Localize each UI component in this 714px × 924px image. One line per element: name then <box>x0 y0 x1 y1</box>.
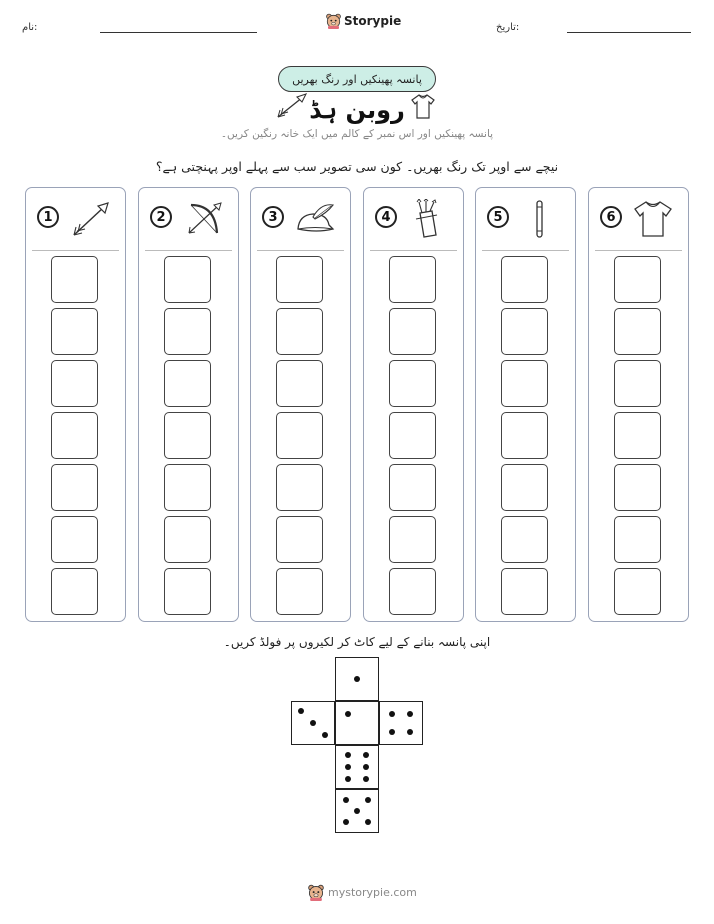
cell-2-5[interactable] <box>164 360 211 407</box>
die-pip <box>407 729 413 735</box>
cell-2-7[interactable] <box>164 256 211 303</box>
column-divider <box>257 250 344 251</box>
column-header <box>251 188 350 250</box>
date-line <box>567 32 691 33</box>
die-face-center <box>335 701 379 745</box>
cell-3-4[interactable] <box>276 412 323 459</box>
cell-3-1[interactable] <box>276 568 323 615</box>
cell-3-3[interactable] <box>276 464 323 511</box>
cell-4-5[interactable] <box>389 360 436 407</box>
brand-name: Storypie <box>344 14 402 28</box>
name-line <box>100 32 257 33</box>
footer-site[interactable]: mystorypie.com <box>328 886 417 899</box>
cell-3-5[interactable] <box>276 360 323 407</box>
column-6 <box>588 187 689 622</box>
die-pip <box>354 808 360 814</box>
die-pip <box>389 729 395 735</box>
instruction-pill <box>278 66 436 92</box>
cell-3-7[interactable] <box>276 256 323 303</box>
column-header <box>26 188 125 250</box>
die-face-left <box>291 701 335 745</box>
cell-1-3[interactable] <box>51 464 98 511</box>
die-pip <box>345 752 351 758</box>
cell-5-5[interactable] <box>501 360 548 407</box>
cell-3-2[interactable] <box>276 516 323 563</box>
cell-1-7[interactable] <box>51 256 98 303</box>
cell-6-5[interactable] <box>614 360 661 407</box>
die-pip <box>365 819 371 825</box>
column-divider <box>145 250 232 251</box>
cell-2-1[interactable] <box>164 568 211 615</box>
date-label: تاریخ: <box>496 22 520 33</box>
die-pip <box>407 711 413 717</box>
footer-brand <box>308 884 417 901</box>
question-text: نیچے سے اوپر تک رنگ بھریں۔ کون سی تصویر سب سے پہلے اوپر پہنچتی ہے؟ <box>155 159 559 174</box>
die-face-lower <box>335 745 379 789</box>
bear-mascot-icon <box>326 13 341 29</box>
cell-5-7[interactable] <box>501 256 548 303</box>
cell-4-6[interactable] <box>389 308 436 355</box>
die-pip <box>363 764 369 770</box>
pill-text: پانسہ پھینکیں اور رنگ بھریں <box>292 72 422 86</box>
column-header <box>139 188 238 250</box>
die-pip <box>389 711 395 717</box>
column-number: 1 <box>37 206 59 228</box>
cell-2-3[interactable] <box>164 464 211 511</box>
arrow-icon <box>68 199 112 239</box>
die-pip <box>345 711 351 717</box>
cell-5-1[interactable] <box>501 568 548 615</box>
cell-6-1[interactable] <box>614 568 661 615</box>
die-pip <box>345 764 351 770</box>
cell-1-2[interactable] <box>51 516 98 563</box>
column-number: 4 <box>375 206 397 228</box>
feathered-hat-icon <box>293 199 337 239</box>
cell-6-6[interactable] <box>614 308 661 355</box>
die-pip <box>354 676 360 682</box>
column-divider <box>32 250 119 251</box>
cell-2-6[interactable] <box>164 308 211 355</box>
cell-1-5[interactable] <box>51 360 98 407</box>
column-4 <box>363 187 464 622</box>
subtitle: پانسہ پھینکیں اور اس نمبر کے کالم میں ایک خانہ رنگین کریں۔ <box>220 128 494 140</box>
die-pip <box>363 752 369 758</box>
cell-4-3[interactable] <box>389 464 436 511</box>
cell-5-6[interactable] <box>501 308 548 355</box>
cell-6-2[interactable] <box>614 516 661 563</box>
column-number: 5 <box>487 206 509 228</box>
die-pip <box>365 797 371 803</box>
cell-4-4[interactable] <box>389 412 436 459</box>
column-number: 2 <box>150 206 172 228</box>
cell-4-2[interactable] <box>389 516 436 563</box>
cell-1-6[interactable] <box>51 308 98 355</box>
die-face-top <box>335 657 379 701</box>
cell-6-7[interactable] <box>614 256 661 303</box>
cell-6-4[interactable] <box>614 412 661 459</box>
cell-1-4[interactable] <box>51 412 98 459</box>
brand-logo <box>326 13 401 29</box>
cut-fold-instruction: اپنی پانسہ بنانے کے لیے کاٹ کر لکیروں پر فولڈ کریں۔ <box>223 635 491 649</box>
bow-arrow-icon <box>181 199 225 239</box>
die-pip <box>298 708 304 714</box>
tunic-icon <box>631 199 675 239</box>
column-number: 6 <box>600 206 622 228</box>
die-pip <box>310 720 316 726</box>
cell-2-4[interactable] <box>164 412 211 459</box>
column-divider <box>482 250 569 251</box>
column-header <box>364 188 463 250</box>
staff-icon <box>518 199 562 239</box>
column-divider <box>595 250 682 251</box>
die-face-bottom <box>335 789 379 833</box>
page-title: روبن ہڈ <box>309 96 405 124</box>
column-3 <box>250 187 351 622</box>
cell-2-2[interactable] <box>164 516 211 563</box>
cell-4-7[interactable] <box>389 256 436 303</box>
die-pip <box>343 797 349 803</box>
column-header <box>476 188 575 250</box>
die-pip <box>345 776 351 782</box>
die-pip <box>322 732 328 738</box>
column-2 <box>138 187 239 622</box>
column-5 <box>475 187 576 622</box>
die-pip <box>363 776 369 782</box>
cell-3-6[interactable] <box>276 308 323 355</box>
cell-1-1[interactable] <box>51 568 98 615</box>
cell-4-1[interactable] <box>389 568 436 615</box>
cell-6-3[interactable] <box>614 464 661 511</box>
title-tunic-icon <box>410 92 436 120</box>
cell-5-3[interactable] <box>501 464 548 511</box>
name-label: نام: <box>22 22 38 33</box>
quiver-icon <box>406 199 450 239</box>
column-number: 3 <box>262 206 284 228</box>
die-pip <box>343 819 349 825</box>
column-divider <box>370 250 457 251</box>
column-1 <box>25 187 126 622</box>
column-header <box>589 188 688 250</box>
cell-5-2[interactable] <box>501 516 548 563</box>
die-face-right <box>379 701 423 745</box>
cell-5-4[interactable] <box>501 412 548 459</box>
bear-mascot-icon <box>308 884 324 901</box>
